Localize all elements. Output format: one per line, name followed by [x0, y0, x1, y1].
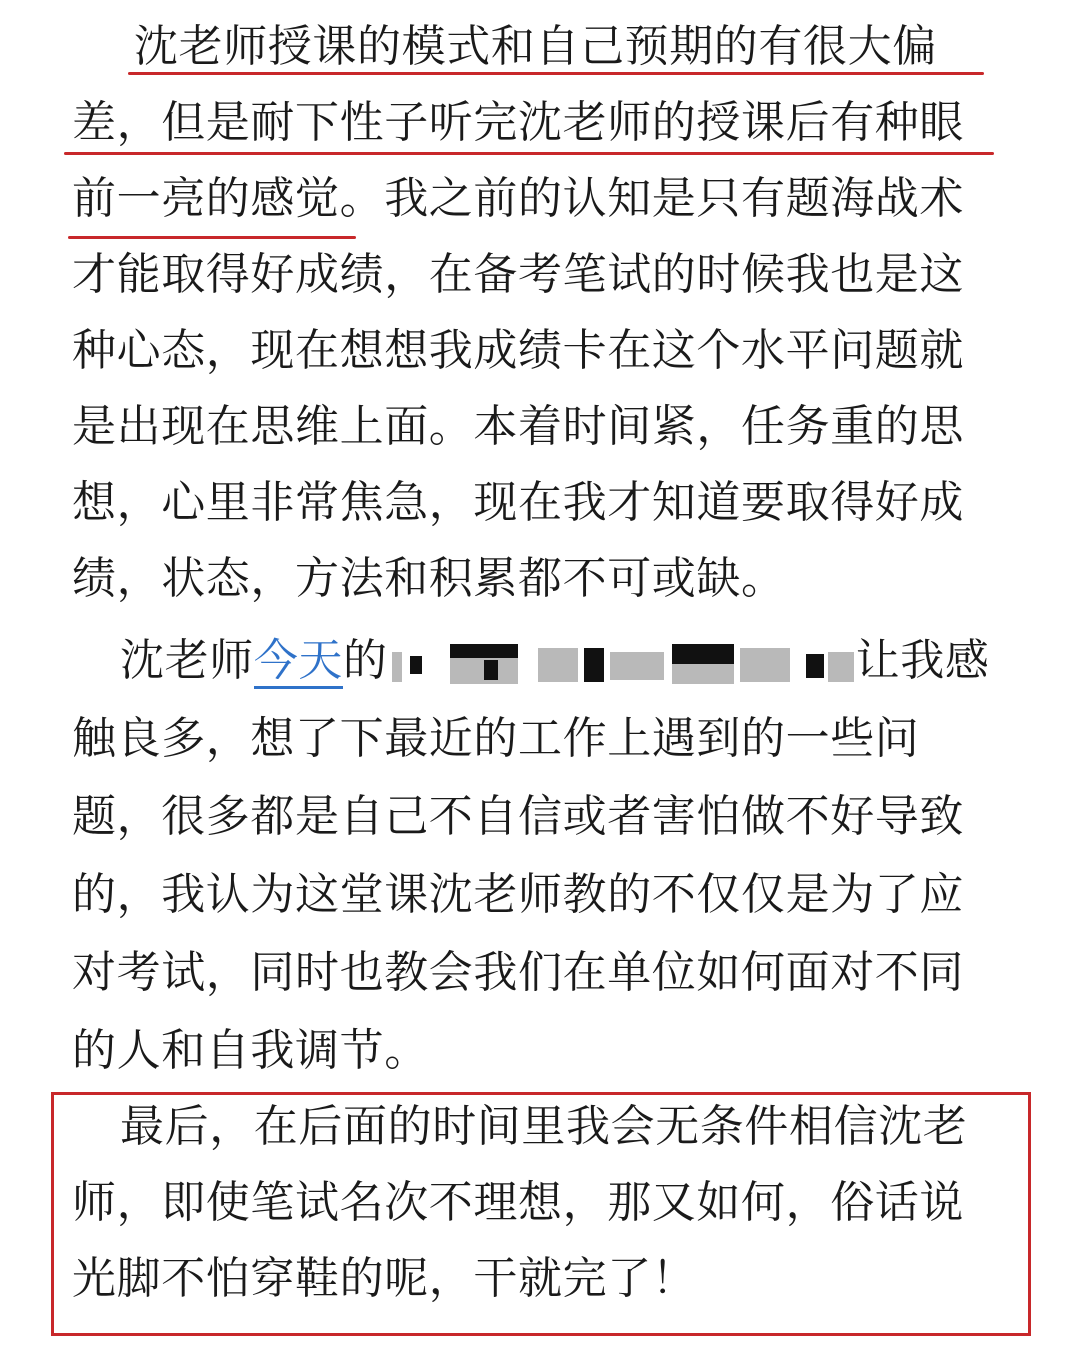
para1-line-4: 才能取得好成绩，在备考笔试的时候我也是这 — [72, 249, 964, 300]
para2-line-6: 的人和自我调节。 — [72, 1025, 429, 1076]
para1-line-2: 差，但是耐下性子听完沈老师的授课后有种眼 — [72, 97, 964, 148]
para2-line-3: 题，很多都是自己不自信或者害怕做不好导致 — [72, 791, 964, 842]
para3-line-1: 最后，在后面的时间里我会无条件相信沈老 — [120, 1101, 968, 1152]
highlight-underline-2 — [64, 152, 994, 155]
para2-line-4: 的，我认为这堂课沈老师教的不仅仅是为了应 — [72, 869, 964, 920]
para2-line-5: 对考试，同时也教会我们在单位如何面对不同 — [72, 947, 964, 998]
para2-line1-suffix: 让我感 — [855, 635, 990, 686]
para1-line-6: 是出现在思维上面。本着时间紧，任务重的思 — [72, 401, 964, 452]
para3-line-3: 光脚不怕穿鞋的呢，干就完了！ — [72, 1253, 697, 1304]
para1-line-7: 想，心里非常焦急，现在我才知道要取得好成 — [72, 477, 964, 528]
para1-line-1: 沈老师授课的模式和自己预期的有很大偏 — [134, 21, 937, 72]
highlight-underline-3 — [68, 236, 356, 239]
para1-line-5: 种心态，现在想想我成绩卡在这个水平问题就 — [72, 325, 964, 376]
today-link[interactable]: 今天 — [254, 635, 343, 689]
para2-line-2: 触良多，想了下最近的工作上遇到的一些问 — [72, 713, 920, 764]
para2-line1-prefix: 沈老师 — [120, 635, 254, 686]
para1-line-8: 绩，状态，方法和积累都不可或缺。 — [72, 553, 786, 604]
para3-line-2: 师，即使笔试名次不理想，那又如何，俗话说 — [72, 1177, 964, 1228]
highlight-underline-1 — [128, 72, 984, 75]
redacted-text-block — [388, 622, 856, 700]
para1-line-3: 前一亮的感觉。我之前的认知是只有题海战术 — [72, 173, 964, 224]
para2-line1-mid: 的 — [343, 635, 388, 686]
para2-line-1 — [120, 622, 989, 700]
